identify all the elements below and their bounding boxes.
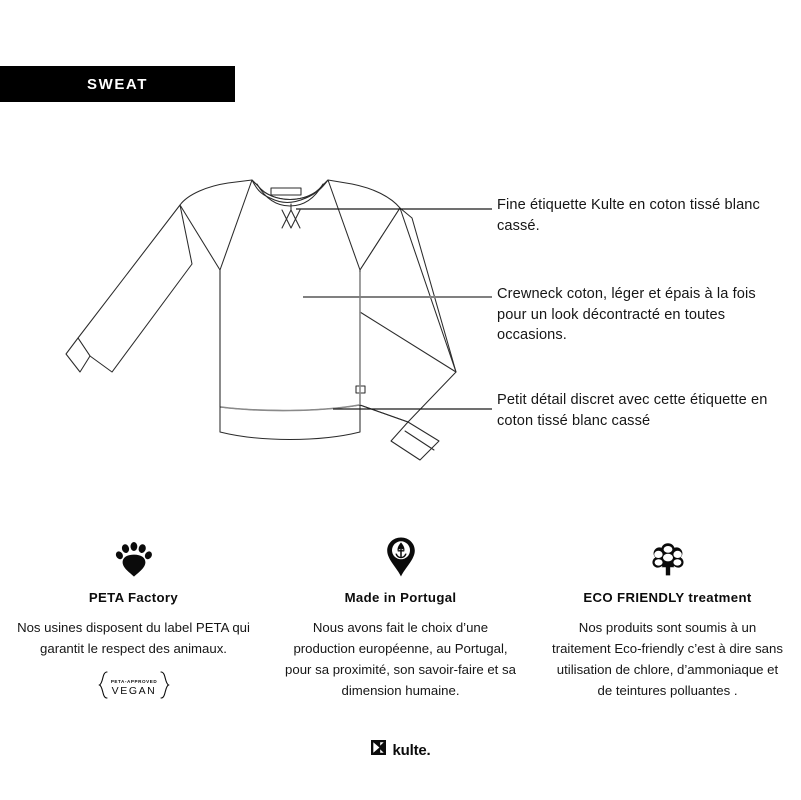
sweatshirt-illustration — [60, 160, 520, 480]
feature-made-in-portugal — [267, 536, 534, 701]
feature-title-peta: PETA Factory — [88, 590, 179, 605]
callout-neck-label: Fine étiquette Kulte en coton tissé blanc cassé. — [497, 197, 760, 234]
badge-main-text: VEGAN — [111, 684, 156, 697]
feature-peta-factory — [0, 536, 267, 701]
feature-desc-peta: Nos usines disposent du label PETA qui garantit le respect des animaux. — [17, 620, 250, 656]
feature-desc-eco: Nos produits sont soumis à un traitement Eco-friendly c’est à dire sans utilisation de chlore, d’ammoniaque et de teintures polluantes . — [552, 620, 783, 698]
feature-desc-portugal: Nous avons fait le choix d’une production européenne, au Portugal, pour sa proximité, son savoir-faire et sa dimension humaine. — [285, 620, 516, 698]
feature-title-eco: ECO FRIENDLY treatment — [583, 590, 752, 605]
brand-name: kulte. — [392, 741, 431, 759]
callout-side-label: Petit détail discret avec cette étiquette en coton tissé blanc cassé — [497, 392, 768, 429]
feature-eco-friendly — [534, 536, 801, 701]
kulte-k-mark-icon — [371, 740, 386, 760]
features-row — [0, 536, 801, 701]
page-title-banner — [0, 66, 235, 102]
callout-crewneck: Crewneck coton, léger et épais à la fois pour un look décontracté en toutes occasions. — [497, 286, 756, 344]
brand-footer — [0, 740, 801, 760]
map-pin-icon — [281, 536, 520, 578]
feature-title-portugal: Made in Portugal — [344, 590, 457, 605]
neck-label — [271, 188, 301, 195]
page-title: SWEAT — [86, 75, 149, 93]
left-sleeve — [78, 205, 192, 372]
paw-icon — [14, 536, 253, 578]
cotton-boll-icon — [548, 536, 787, 578]
peta-approved-vegan-badge — [14, 670, 253, 700]
badge-top-text: PETA-APPROVED — [110, 678, 157, 684]
right-cuff — [391, 422, 439, 460]
